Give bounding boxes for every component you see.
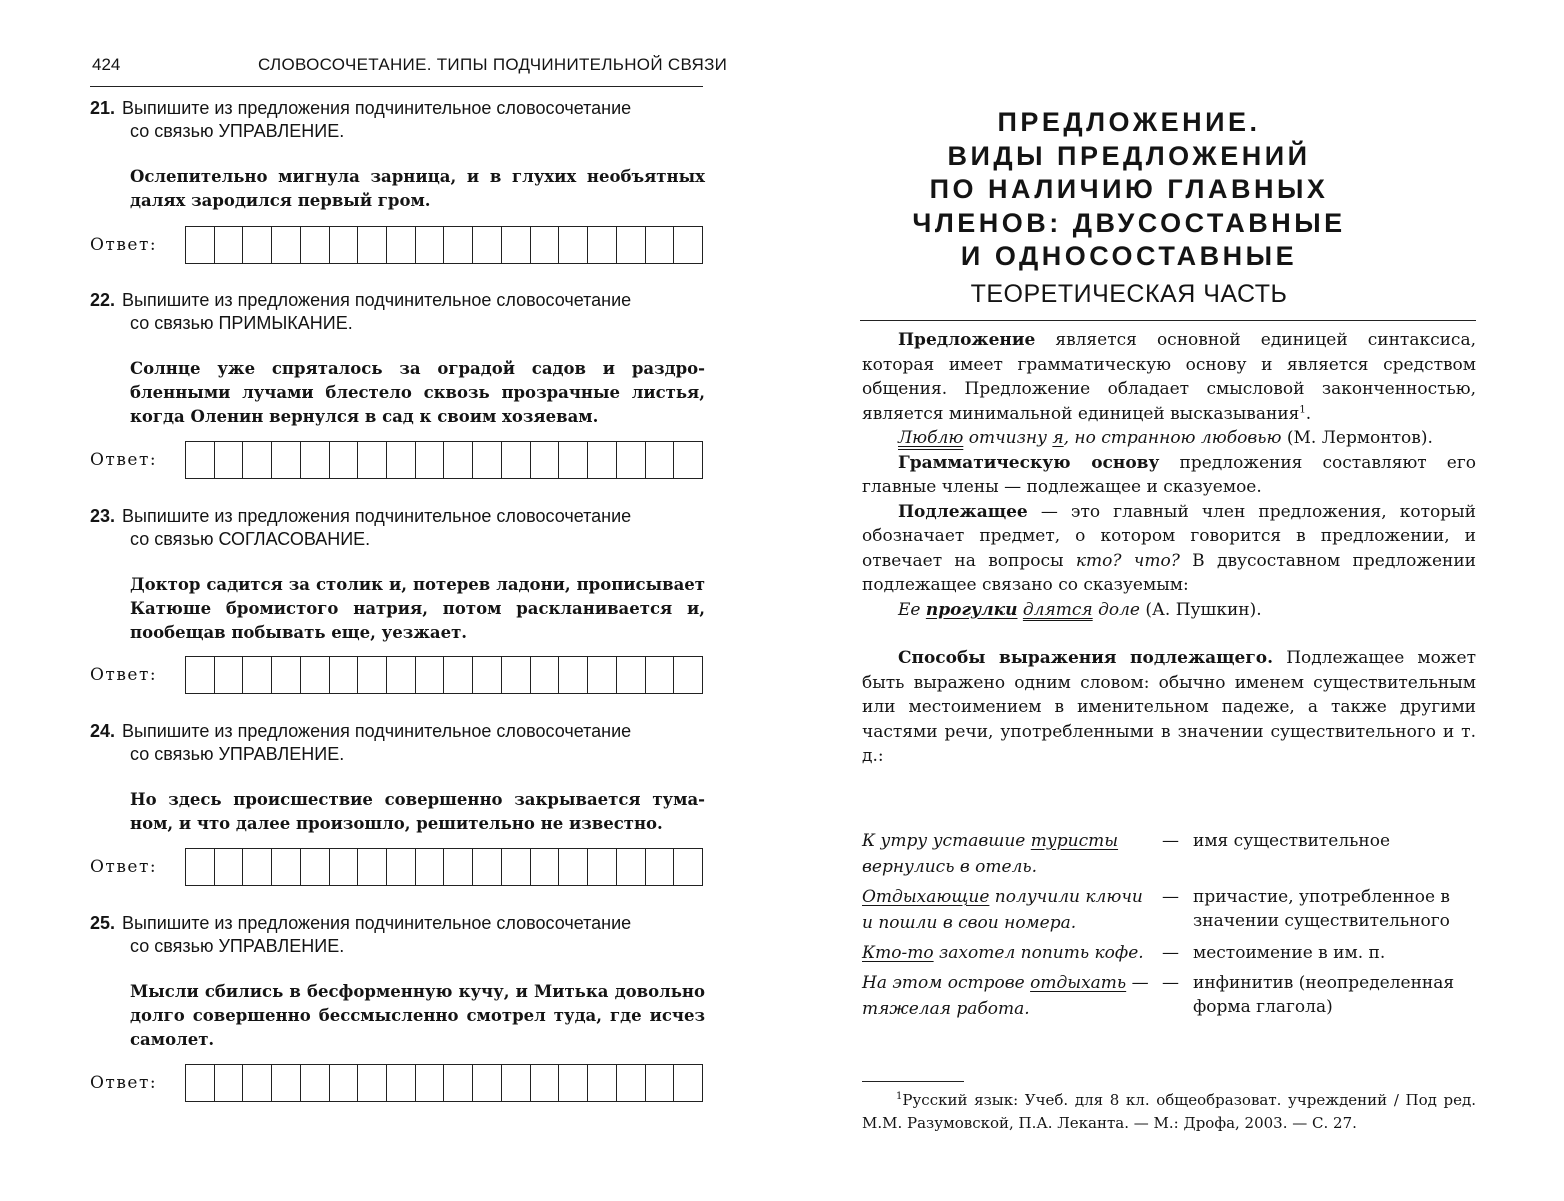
footnote-text: Русский язык: Учеб. для 8 кл. общеобразоват. учреждений / Под ред. М.М. Разумовской, П.А. Леканта. — М.: Дрофа, 2003. — С. 27. — [862, 1091, 1476, 1132]
term: Подлежащее — [898, 501, 1028, 522]
task-number: 22. — [90, 290, 116, 310]
example-sentence — [862, 884, 1158, 936]
part-of-speech: инфинитив (неопределенная форма глагола) — [1193, 973, 1455, 1017]
example-source: (А. Пушкин). — [1139, 599, 1262, 620]
answer-row-25 — [90, 1064, 704, 1104]
running-head: СЛОВОСОЧЕТАНИЕ. ТИПЫ ПОДЧИНИТЕЛЬНОЙ СВЯЗИ — [258, 55, 728, 74]
subject-word: я — [1052, 428, 1064, 448]
answer-cells[interactable] — [185, 226, 703, 264]
task-link-type: со связью СОГЛАСОВАНИЕ. — [130, 529, 371, 549]
answer-row-24 — [90, 848, 704, 888]
example-part: К утру уставшие — [862, 831, 1031, 851]
task-instruction: Выпишите из предложения подчинительное словосочетание — [122, 721, 632, 741]
example-sentence — [862, 828, 1158, 880]
task-sentence: Но здесь происшествие совершенно закрывается туманом, и что далее произошло, решительно не известно. — [130, 790, 705, 833]
footnote-rule — [862, 1081, 964, 1082]
example-part: вернулись в отель. — [862, 857, 1038, 877]
example-row — [862, 828, 1476, 880]
task-22 — [90, 289, 705, 429]
subject-word: отдыхать — [1030, 973, 1127, 993]
task-sentence: Ослепительно мигнула зарница, и в глухих необъятных далях зародился первый гром. — [130, 167, 705, 210]
footnote-ref: 1 — [1299, 403, 1306, 415]
subject-word: прогулки — [925, 599, 1018, 620]
example-part: — тяжелая работа. — [862, 973, 1149, 1019]
task-number: 24. — [90, 721, 116, 741]
example-source: (М. Лермонтов). — [1281, 428, 1433, 448]
task-number: 23. — [90, 506, 116, 526]
answer-cells[interactable] — [185, 656, 703, 694]
task-question — [90, 97, 705, 120]
answer-row-22 — [90, 441, 704, 481]
task-instruction: Выпишите из предложения подчинительное словосочетание — [122, 290, 632, 310]
term: Грамматическую основу — [898, 452, 1160, 473]
right-page — [782, 0, 1564, 1201]
chapter-title — [782, 106, 1476, 274]
task-sentence: Солнце уже спряталось за оградой садов и раздробленными лучами блестело сквозь прозрачные листья, когда Оленин вернулся в сад к своим хозяевам. — [130, 359, 705, 426]
questions: кто? что? — [1075, 550, 1180, 571]
task-25 — [90, 912, 705, 1052]
answer-label: Ответ: — [90, 857, 158, 877]
task-question — [90, 912, 705, 935]
part-of-speech: причастие, употребленное в значении существительного — [1193, 887, 1450, 931]
example-lermontov — [862, 426, 1476, 451]
title-line: ЧЛЕНОВ: ДВУСОСТАВНЫЕ — [912, 207, 1346, 238]
example-row — [862, 940, 1476, 966]
example-part: захотел попить кофе. — [933, 943, 1144, 963]
dash: — — [1162, 831, 1179, 851]
predicate-word: длятся — [1022, 599, 1093, 620]
page-number: 424 — [92, 55, 121, 74]
dash: — — [1162, 973, 1179, 993]
title-line: ВИДЫ ПРЕДЛОЖЕНИЙ — [947, 140, 1311, 171]
answer-cells[interactable] — [185, 1064, 703, 1102]
task-link-type: со связью ПРИМЫКАНИЕ. — [130, 313, 353, 333]
example-word: Ее — [898, 599, 926, 620]
paragraph-text: Подлежащее может быть выражено одним словом: обычно именем существительным или местоимением в именительном падеже, а также другими частями речи, употребленными в значении существительного и т. д.: — [862, 648, 1476, 766]
subject-word: туристы — [1030, 831, 1119, 851]
task-sentence: Доктор садится за столик и, потерев ладони, прописывает Катюше бромистого натрия, потом раскланивается и, пообещав побывать еще, уезжает. — [130, 575, 705, 642]
answer-label: Ответ: — [90, 1073, 158, 1093]
header-rule — [90, 86, 703, 87]
answer-row-23 — [90, 656, 704, 696]
task-link-type: со связью УПРАВЛЕНИЕ. — [130, 121, 345, 141]
answer-cells[interactable] — [185, 848, 703, 886]
answer-label: Ответ: — [90, 235, 158, 255]
task-sentence: Мысли сбились в бесформенную кучу, и Митька довольно долго совершенно бессмысленно смотрел туда, где исчез самолет. — [130, 982, 705, 1049]
theory-text — [862, 328, 1476, 769]
title-line: ПО НАЛИЧИЮ ГЛАВНЫХ — [929, 174, 1329, 204]
example-pushkin — [862, 598, 1476, 623]
task-instruction: Выпишите из предложения подчинительное словосочетание — [122, 913, 632, 933]
example-word: , но странною любовью — [1063, 428, 1282, 448]
task-link-type: со связью УПРАВЛЕНИЕ. — [130, 936, 345, 956]
paragraph-grammar-basis — [862, 451, 1476, 500]
example-word: доле — [1092, 599, 1140, 620]
title-line: И ОДНОСОСТАВНЫЕ — [960, 241, 1298, 271]
answer-label: Ответ: — [90, 665, 158, 685]
example-word: отчизну — [963, 428, 1053, 448]
dash: — — [1162, 887, 1179, 907]
term: Предложение — [898, 330, 1036, 350]
example-part: получили ключи и пошли в свои номера. — [862, 887, 1143, 933]
task-number: 21. — [90, 98, 116, 118]
title-line: ПРЕДЛОЖЕНИЕ. — [997, 107, 1261, 137]
answer-row-21 — [90, 226, 704, 266]
task-24 — [90, 720, 705, 836]
task-instruction: Выпишите из предложения подчинительное словосочетание — [122, 506, 632, 526]
term: Способы выражения подлежащего. — [898, 648, 1274, 668]
example-row — [862, 970, 1476, 1022]
paragraph-end: . — [1305, 403, 1312, 424]
task-23 — [90, 505, 705, 645]
paragraph-subject — [862, 500, 1476, 598]
dash: — — [1162, 943, 1179, 963]
examples-table — [862, 828, 1476, 1026]
section-rule — [860, 320, 1476, 321]
footnote-mark: 1 — [896, 1091, 903, 1102]
task-question — [90, 289, 705, 312]
task-question — [90, 720, 705, 743]
part-of-speech: имя существительное — [1193, 831, 1391, 851]
example-sentence — [862, 970, 1158, 1022]
paragraph-text: В двусоставном предложении подлежащее связано со сказуемым: — [862, 550, 1477, 595]
paragraph-text: предложения составляют его главные члены — подлежащее и сказуемое. — [862, 452, 1477, 497]
paragraph-text: — это главный член предложения, который обозначает предмет, о котором говорится в предложении, и отвечает на вопросы — [862, 501, 1476, 571]
example-sentence — [862, 940, 1158, 966]
answer-cells[interactable] — [185, 441, 703, 479]
example-part: На этом острове — [862, 973, 1031, 993]
section-title: ТЕОРЕТИЧЕСКАЯ ЧАСТЬ — [970, 280, 1288, 308]
example-row — [862, 884, 1476, 936]
footnote — [862, 1089, 1476, 1135]
paragraph-subject-ways — [862, 646, 1476, 769]
task-question — [90, 505, 705, 528]
part-of-speech: местоимение в им. п. — [1193, 943, 1386, 963]
paragraph-text: является основной единицей синтаксиса, которая имеет грамматическую основу и является средством общения. Предложение обладает смысловой законченностью, является минимальной единицей высказывания — [862, 330, 1476, 424]
task-link-type: со связью УПРАВЛЕНИЕ. — [130, 744, 345, 764]
task-21 — [90, 97, 705, 213]
task-instruction: Выпишите из предложения подчинительное словосочетание — [122, 98, 632, 118]
predicate-word: Люблю — [898, 428, 964, 448]
paragraph-definition — [862, 328, 1476, 426]
subject-word: Отдыхающие — [862, 887, 990, 907]
subject-word: Кто-то — [862, 943, 934, 963]
answer-label: Ответ: — [90, 450, 158, 470]
task-number: 25. — [90, 913, 116, 933]
